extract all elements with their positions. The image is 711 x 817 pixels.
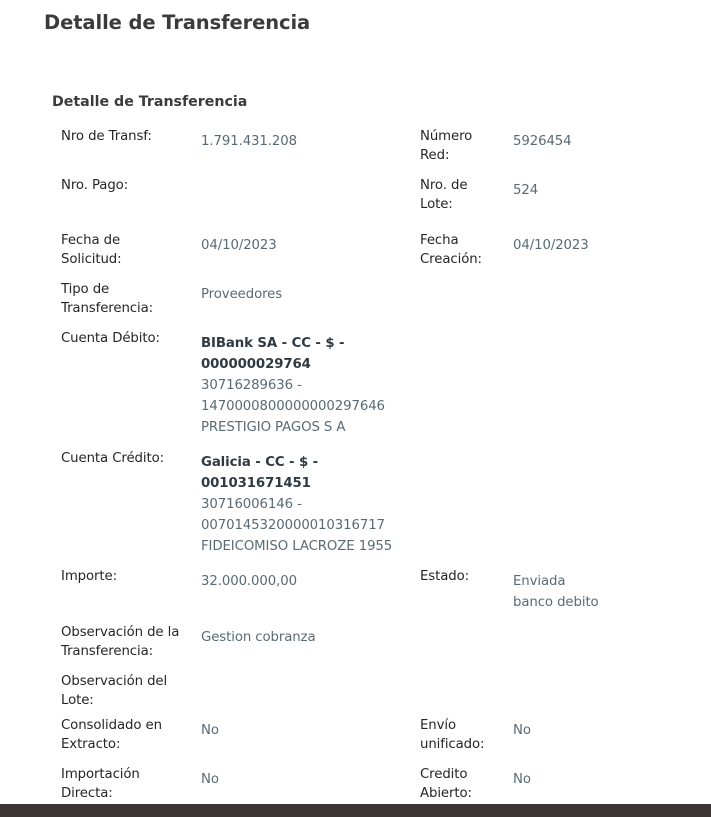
nro-lote-label: [420, 176, 467, 214]
fecha-creacion-label: [420, 231, 482, 269]
cuenta-credito-line4: 0070145320000010316717: [201, 518, 385, 533]
nro-pago-label: Nro. Pago:: [61, 178, 129, 193]
consolidado-extracto-label: [61, 716, 162, 754]
estado-value: [513, 571, 599, 613]
credito-abierto-label-line2: Abierto:: [420, 786, 472, 801]
cuenta-debito-label: Cuenta Débito:: [61, 331, 160, 346]
cuenta-credito-line3: 30716006146 -: [201, 497, 302, 512]
cuenta-debito-line4: 1470000800000000297646: [201, 399, 385, 414]
consolidado-extracto-label-line1: Consolidado en: [61, 718, 162, 733]
observacion-transferencia-label: [61, 623, 179, 661]
cuenta-debito-bank-line1: BIBank SA - CC - $ -: [201, 336, 345, 351]
nro-lote-label-line1: Nro. de: [420, 178, 468, 193]
numero-red-label-line2: Red:: [420, 148, 450, 163]
footer-bar: [0, 804, 711, 817]
cuenta-debito-line3: 30716289636 -: [201, 378, 302, 393]
importe-label: Importe:: [61, 569, 117, 584]
cuenta-debito-line5: PRESTIGIO PAGOS S A: [201, 420, 346, 435]
estado-label: Estado:: [420, 569, 470, 584]
tipo-transferencia-label-line2: Transferencia:: [61, 301, 154, 316]
cuenta-debito-bank-line2: 000000029764: [201, 357, 311, 372]
observacion-lote-label-line1: Observación del: [61, 674, 168, 689]
consolidado-extracto-label-line2: Extracto:: [61, 737, 121, 752]
fecha-solicitud-label-line2: Solicitud:: [61, 252, 122, 267]
numero-red-label: [420, 127, 472, 165]
observacion-lote-label: [61, 672, 167, 710]
envio-unificado-label-line1: Envío: [420, 718, 457, 733]
envio-unificado-value: No: [513, 723, 531, 738]
fecha-solicitud-label: [61, 231, 122, 269]
observacion-transferencia-label-line1: Observación de la: [61, 625, 180, 640]
section-title: Detalle de Transferencia: [52, 94, 248, 110]
consolidado-extracto-value: No: [201, 723, 219, 738]
cuenta-credito-bank-line2: 001031671451: [201, 476, 311, 491]
credito-abierto-value: No: [513, 772, 531, 787]
envio-unificado-label: [420, 716, 484, 754]
importacion-directa-label-line2: Directa:: [61, 786, 113, 801]
envio-unificado-label-line2: unificado:: [420, 737, 485, 752]
fecha-solicitud-value: 04/10/2023: [201, 238, 277, 253]
nro-lote-label-line2: Lote:: [420, 197, 453, 212]
cuenta-credito-label: Cuenta Crédito:: [61, 451, 165, 466]
estado-value-line1: Enviada: [513, 574, 566, 589]
nro-lote-value: 524: [513, 183, 539, 198]
nro-transf-label: Nro de Transf:: [61, 129, 152, 144]
fecha-creacion-label-line1: Fecha: [420, 233, 459, 248]
credito-abierto-label: [420, 765, 472, 803]
importe-value: 32.000.000,00: [201, 574, 297, 589]
importacion-directa-value: No: [201, 772, 219, 787]
cuenta-credito-line5: FIDEICOMISO LACROZE 1955: [201, 539, 393, 554]
nro-transf-value: 1.791.431.208: [201, 134, 297, 149]
numero-red-value: 5926454: [513, 134, 572, 149]
numero-red-label-line1: Número: [420, 129, 473, 144]
observacion-transferencia-value: Gestion cobranza: [201, 630, 316, 645]
tipo-transferencia-value: Proveedores: [201, 287, 283, 302]
fecha-creacion-label-line2: Creación:: [420, 252, 482, 267]
estado-value-line2: banco debito: [513, 595, 599, 610]
tipo-transferencia-label-line1: Tipo de: [61, 282, 110, 297]
page-title: Detalle de Transferencia: [44, 11, 311, 34]
fecha-solicitud-label-line1: Fecha de: [61, 233, 121, 248]
importacion-directa-label: [61, 765, 140, 803]
tipo-transferencia-label: [61, 280, 153, 318]
fecha-creacion-value: 04/10/2023: [513, 238, 589, 253]
importacion-directa-label-line1: Importación: [61, 767, 140, 782]
cuenta-credito-bank-line1: Galicia - CC - $ -: [201, 455, 319, 470]
observacion-lote-label-line2: Lote:: [61, 693, 94, 708]
observacion-transferencia-label-line2: Transferencia:: [61, 644, 154, 659]
credito-abierto-label-line1: Credito: [420, 767, 468, 782]
cuenta-debito-value: [201, 333, 385, 438]
cuenta-credito-value: [201, 452, 392, 557]
